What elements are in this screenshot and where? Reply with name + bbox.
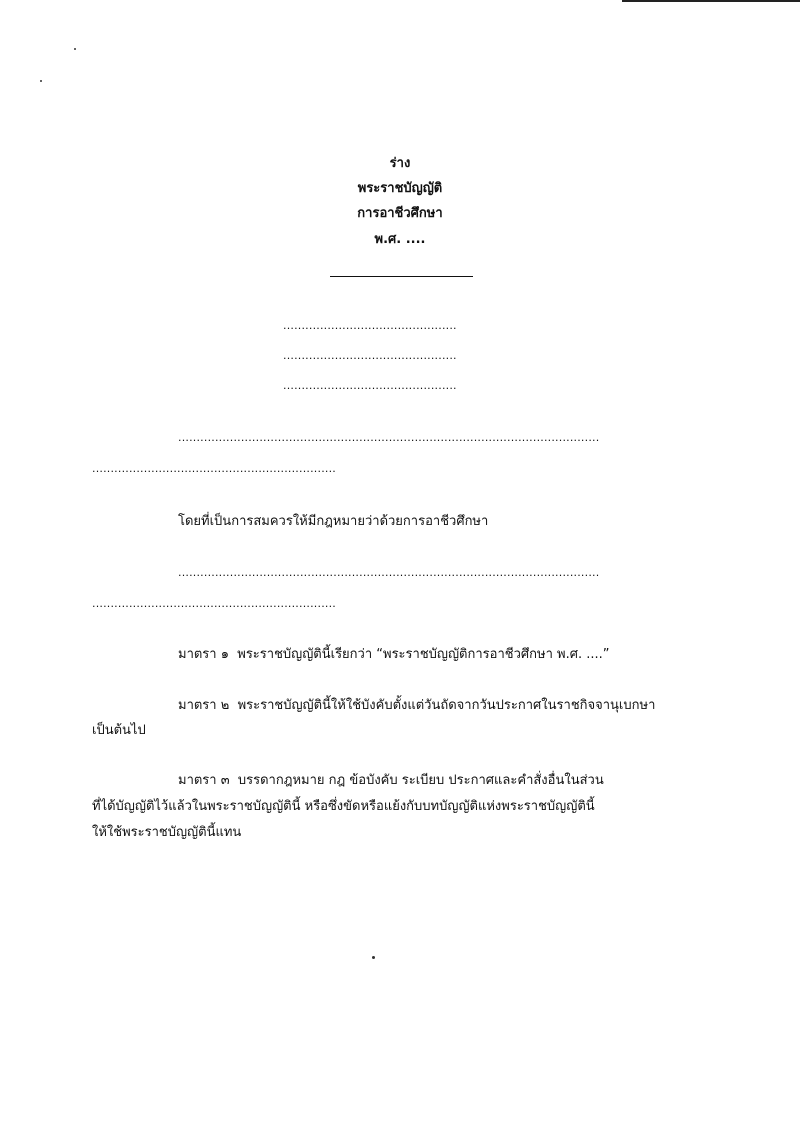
scan-edge-line: [622, 0, 800, 2]
section-text: พระราชบัญญัตินี้เรียกว่า “พระราชบัญญัติการอาชีวศึกษา พ.ศ. ....”: [237, 647, 610, 662]
preamble-dots-3: ...............................................: [283, 379, 457, 392]
preamble-dots-2: ...............................................: [283, 349, 457, 362]
section-1: [178, 646, 609, 664]
act-subject: การอาชีวศึกษา: [357, 206, 443, 221]
paragraph-dots-2-line-1: ..................................................................................................................: [178, 566, 600, 579]
section-3: [178, 772, 604, 790]
section-label: มาตรา ๓: [178, 773, 230, 788]
scan-speck: [372, 956, 375, 959]
paragraph-dots-1-line-1: ..................................................................................................................: [178, 431, 600, 444]
section-3-continuation-2: ให้ใช้พระราชบัญญัตินี้แทน: [92, 825, 242, 840]
preamble-dots-1: ...............................................: [283, 319, 457, 332]
act-year: พ.ศ. ....: [374, 232, 426, 247]
scan-speck: [74, 48, 76, 50]
section-2: [178, 697, 655, 715]
section-2-continuation: เป็นต้นไป: [92, 723, 146, 738]
draft-label: ร่าง: [389, 156, 411, 171]
whereas-clause: โดยที่เป็นการสมควรให้มีกฎหมายว่าด้วยการอาชีวศึกษา: [178, 514, 489, 529]
section-text: พระราชบัญญัตินี้ให้ใช้บังคับตั้งแต่วันถัดจากวันประกาศในราชกิจจานุเบกษา: [237, 698, 656, 713]
heading-divider: [330, 276, 473, 277]
section-3-continuation-1: ที่ได้บัญญัติไว้แล้วในพระราชบัญญัตินี้ หรือซึ่งขัดหรือแย้งกับบทบัญญัติแห่งพระราชบัญญัตินี้: [92, 799, 595, 814]
paragraph-dots-2-line-2: ..................................................................: [92, 597, 336, 610]
section-label: มาตรา ๒: [178, 698, 230, 713]
scan-speck: [40, 80, 42, 82]
section-label: มาตรา ๑: [178, 647, 229, 662]
paragraph-dots-1-line-2: ..................................................................: [92, 462, 336, 475]
act-label: พระราชบัญญัติ: [357, 181, 443, 196]
section-text: บรรดากฎหมาย กฎ ข้อบังคับ ระเบียบ ประกาศและคำสั่งอื่นในส่วน: [237, 773, 604, 788]
